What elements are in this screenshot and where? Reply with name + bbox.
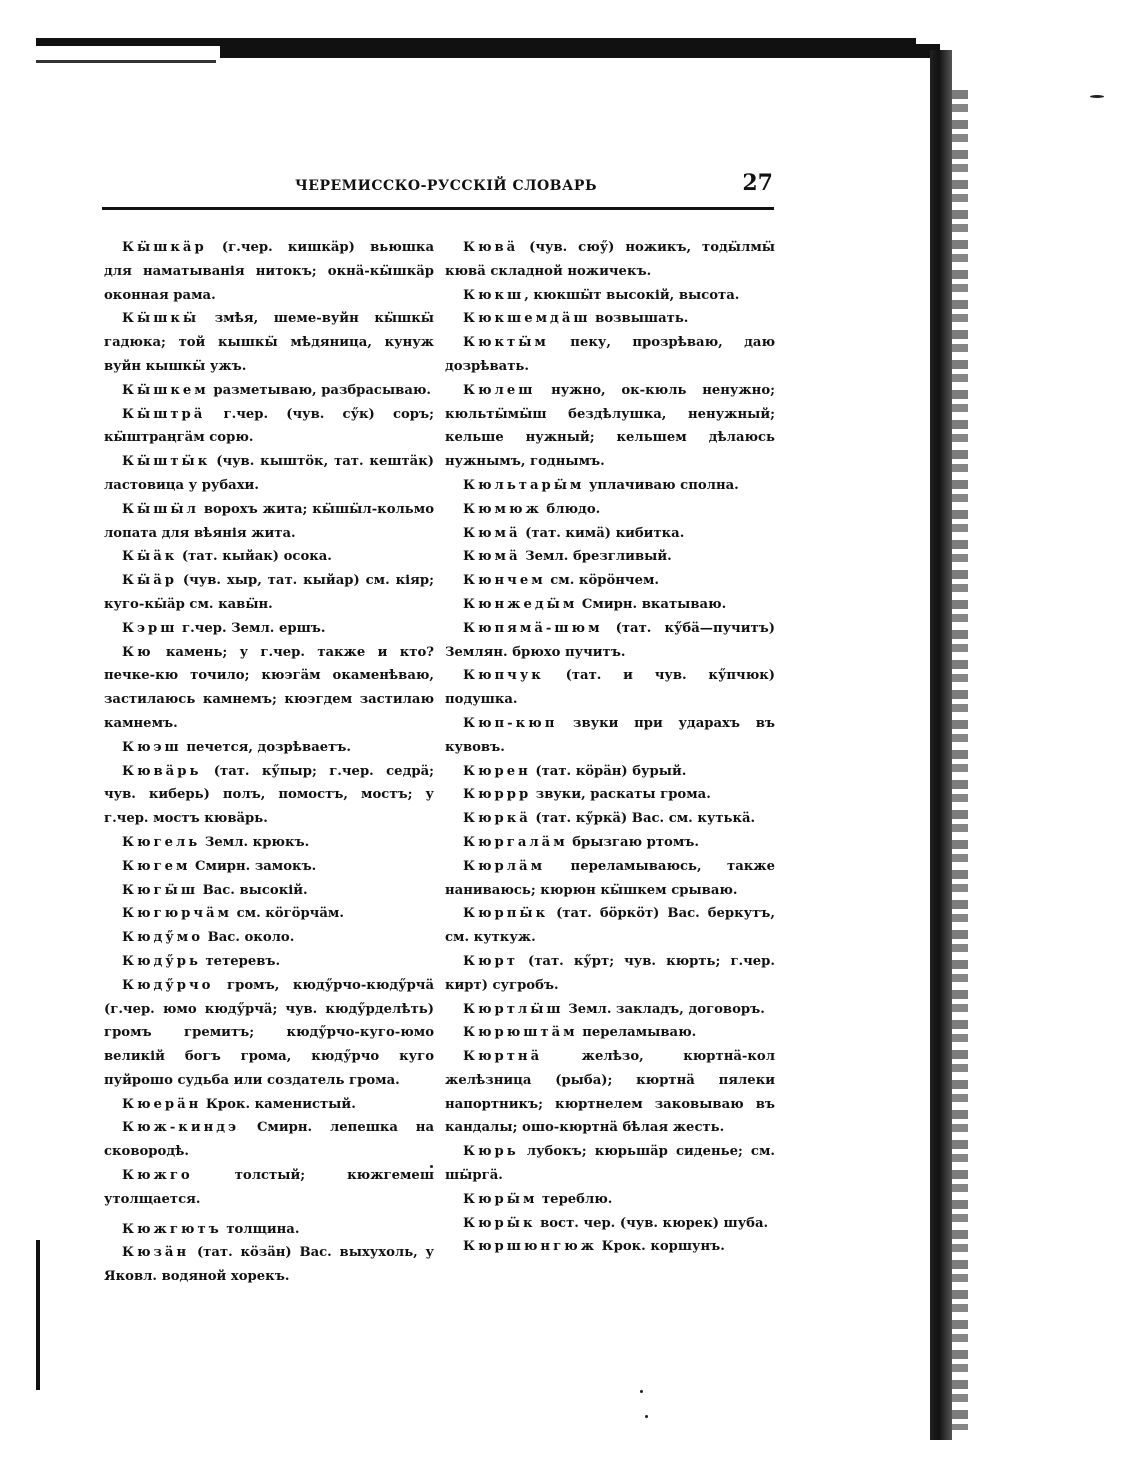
scan-top-fragment [36,60,216,63]
headword: Кюктӹм [463,335,549,351]
headword: Кювӓрь [122,763,202,779]
dictionary-entry [445,569,775,593]
headword: Кюзӓн [122,1245,190,1261]
dictionary-entry [104,236,434,307]
dictionary-entry [445,783,775,807]
headword: Кюжгютъ [122,1221,222,1237]
headword: Кюжго [122,1168,193,1184]
headword: Кюдӳрчо [122,977,214,993]
definition: Земл. закладъ, договоръ. [563,1001,765,1017]
dictionary-entry [104,641,434,736]
definition: г.чер. (чув. сӳк) соръ; кӹштраңгӓм сорю. [104,406,434,446]
headword: Кю [122,644,154,660]
dictionary-entry [445,760,775,784]
dictionary-entry [445,236,775,284]
headword: Кӹштӹк [122,454,211,470]
definition: лубокъ; кюрьшӓр сиденье; см. шӹргӓ. [445,1144,775,1184]
headword: Кюррр [463,787,532,803]
scan-right-edge [930,50,952,1440]
scan-left-mark [36,1240,40,1390]
definition: (тат. и чув. кӳпчюк) подушка. [445,668,775,708]
definition: переламываю. [577,1025,697,1041]
definition: уплачиваю сполна. [584,477,739,493]
scan-speck [640,1390,643,1393]
headword: Кюрлӓм [463,858,546,874]
headword: Кӹшкӓр [122,240,207,255]
definition: (тат. кӧрӓн) бурый. [530,763,687,779]
dictionary-entry [104,1164,434,1212]
definition: ворохъ жита; кӹшӹл-кольмо лопата для вѣянія жита. [104,501,434,541]
definition: Смирн. лепешка на сковородѣ. [104,1120,434,1160]
dictionary-entry [445,998,775,1022]
dictionary-entry [445,617,775,665]
dictionary-entry [104,450,434,498]
dictionary-entry [445,331,775,379]
definition: звуки, раскаты грома. [531,787,711,803]
headword: Кюрюштӓм [463,1025,578,1041]
page-number: 27 [742,170,773,196]
headword: Кюрен [463,763,531,779]
dictionary-entry [104,1241,434,1289]
right-column [445,236,775,1259]
definition: змѣя, шеме-вуйн кӹшкӹ гадюка; той кышкӹ мѣдяница, кунуж вуйн кышкӹ ужъ. [104,311,434,374]
headword: Кюж-киндэ [122,1120,240,1136]
headword: Кюртлӹш [463,1001,564,1017]
dictionary-entry [445,498,775,522]
definition: Земл. крюкъ. [200,834,310,850]
dictionary-entry [445,1188,775,1212]
dictionary-entry [104,617,434,641]
dictionary-entry [104,879,434,903]
dictionary-entry [445,1045,775,1140]
scan-speck [645,1415,648,1418]
headword: Кюрӹм [463,1191,538,1207]
dictionary-entry [104,569,434,617]
definition: , кюкшӹт высокій, высота. [524,287,740,303]
dictionary-entry [445,545,775,569]
dictionary-entry [445,593,775,617]
definition: толстый; кюжгемеш утолщается. [104,1168,434,1207]
headword: Кюрь [463,1144,519,1160]
dictionary-entry [445,1140,775,1188]
dictionary-entry [445,379,775,474]
headword: Кюрӹк [463,1215,536,1231]
definition: Смирн. замокъ. [190,858,317,874]
headword: Кюнчем [463,573,546,589]
definition: вост. чер. (чув. кюрек) шуба. [535,1215,769,1231]
dictionary-entry [445,307,775,331]
definition: (чув. сюӳ) ножикъ, тодӹлмӹ кювӓ складной ножичекъ. [445,240,775,279]
headword: Кӹӓр [122,573,177,589]
dictionary-entry [104,379,434,403]
scan-speck [1090,95,1104,98]
left-column [104,236,434,1289]
dictionary-entry [104,307,434,378]
header-rule [102,207,774,210]
dictionary-entry [104,1093,434,1117]
definition: Смирн. вкатываю. [577,596,727,612]
definition: (г.чер. кишкӓр) вьюшка для наматыванія нитокъ; окнӓ-кӹшкӓр оконная рама. [104,240,434,303]
definition: нужно, ок-кюль ненужно; кюльтӹмӹш бездѣлушка, ненужный; кельше нужный; кельшем дѣлаюсь нужнымъ, годнымъ. [445,382,775,470]
definition: Крок. каменистый. [201,1096,356,1112]
definition: тереблю. [537,1191,613,1207]
definition: звуки при ударахъ въ кувовъ. [445,715,775,755]
headword: Кюпчук [463,668,544,684]
definition: громъ, кюдӳрчо-кюдӳрчӓ (г.чер. юмо кюдӳрчӓ; чув. кюдӳрделѣть) громъ гремитъ; кюдӳрчо-куго-юмо великій богъ грома, кюдӳрчо куго пуйрошо судьба или создатель грома. [104,977,434,1088]
headword: Кӹштрӓ [122,406,206,422]
headword: Кюпямӓ-шюм [463,620,603,636]
dictionary-entry [104,545,434,569]
dictionary-entry [104,974,434,1093]
definition: тетеревъ. [200,953,281,969]
headword: Кюнжедӹм [463,596,578,612]
dictionary-entry [445,1212,775,1236]
definition: см. кӧгӧрчӓм. [232,906,344,922]
definition: разметываю, разбрасываю. [208,382,432,398]
headword: Кюкш [463,287,525,303]
headword: Кэрш [122,620,178,636]
dictionary-entry [445,831,775,855]
headword: Кюрт [463,953,518,969]
headword: Кюрпӹк [463,906,549,922]
definition: Земл. брезгливый. [520,549,672,565]
dictionary-entry [104,1218,434,1242]
definition: Вас. около. [203,930,295,946]
dictionary-entry [445,902,775,950]
headword: Кюмӓ [463,525,521,541]
headword: Кӹшкӹ [122,311,200,327]
dictionary-entry [445,855,775,903]
headword: Кюерӓн [122,1096,202,1112]
headword: Кӹшкем [122,382,209,398]
headword: Кюльтарӹм [463,477,585,493]
dictionary-entry [104,855,434,879]
definition: Крок. коршунъ. [597,1239,725,1255]
headword: Кювӓ [463,240,519,255]
definition: возвышать. [590,311,689,327]
headword: Кӹшӹл [122,501,199,517]
headword: Кюргалӓм [463,834,568,850]
headword: Кюртнӓ [463,1049,543,1065]
definition: (тат. кӳпыр; г.чер. седрӓ; чув. киберь) полъ, помостъ, мостъ; у г.чер. мостъ кювӓрь. [104,763,434,827]
definition: печется, дозрѣваетъ. [181,739,352,755]
definition: переламываюсь, также наниваюсь; кюрюн кӹшкем срываю. [445,858,775,898]
dictionary-entry [445,807,775,831]
headword: Кюршюнгюж [463,1239,598,1255]
dictionary-entry [445,522,775,546]
page-header [100,170,775,208]
dictionary-entry [445,664,775,712]
definition: (тат. кӳркӓ) Вас. см. кутькӓ. [530,811,756,827]
headword: Кюкшемдӓш [463,311,591,327]
definition: г.чер. Земл. ершъ. [177,620,326,636]
dictionary-entry [104,926,434,950]
dictionary-entry [445,474,775,498]
definition: (тат. кимӓ) кибитка. [520,525,685,541]
headword: Кюп-кюп [463,715,558,731]
definition: (тат. бӧркӧт) Вас. беркутъ, см. куткуж. [445,906,775,946]
definition: (тат. кӳбӓ—пучитъ) Землян. брюхо пучитъ. [445,620,775,660]
headword: Кюэш [122,739,182,755]
dictionary-entry [445,1235,775,1259]
dictionary-entry [104,760,434,831]
headword: Кюлеш [463,382,536,398]
headword: Кюгюрчӓм [122,906,232,922]
dictionary-entry [104,902,434,926]
definition: (тат. кыйак) осока. [177,549,332,565]
dictionary-entry [445,712,775,760]
scan-top-bar [220,44,940,58]
definition: (чув. кыштӧк, тат. кештӓк) ластовица у рубахи. [104,454,434,493]
definition: блюдо. [541,501,601,517]
definition: (чув. хыр, тат. кыйар) см. кіяр; куго-кӹӓр см. кавӹн. [104,573,434,612]
definition: брызгаю ртомъ. [567,834,700,850]
headword: Кюдӳрь [122,953,201,969]
page-title: ЧЕРЕМИССКО-РУССКІЙ СЛОВАРЬ [295,178,597,194]
dictionary-entry [104,736,434,760]
definition: камень; у г.чер. также и кто? печке-кю точило; кюэгӓм окаменѣваю, застилаюсь камнемъ; кюэгдем застилаю камнемъ. [104,644,434,731]
definition: желѣзо, кюртнӓ-кол желѣзница (рыба); кюртнӓ пялеки напортникъ; кюртнелем заковываю въ кандалы; ошо-кюртнӓ бѣлая жесть. [445,1049,775,1136]
headword: Кӹӓк [122,549,178,565]
headword: Кюмюж [463,501,542,517]
headword: Кюгель [122,834,201,850]
headword: Кюркӓ [463,811,531,827]
dictionary-entry [104,403,434,451]
dictionary-entry [104,831,434,855]
definition: см. кӧрӧнчем. [545,573,660,589]
dictionary-entry [445,1021,775,1045]
definition: Вас. высокій. [198,882,308,898]
definition: толщина. [221,1221,300,1237]
headword: Кюмӓ [463,549,521,565]
scan-right-edge-noise [952,90,968,1430]
definition: (тат. кӧзӓн) Вас. выхухоль, у Яковл. водяной хорекъ. [104,1245,434,1285]
definition: пеку, прозрѣваю, даю дозрѣвать. [445,335,775,374]
headword: Кюгем [122,858,191,874]
dictionary-entry [104,498,434,546]
definition: (тат. кӳрт; чув. кюрть; г.чер. кирт) сугробъ. [445,953,775,993]
headword: Кюдӳмо [122,930,204,946]
dictionary-entry [104,1116,434,1164]
dictionary-entry [104,950,434,974]
dictionary-entry [445,950,775,998]
headword: Кюгӹш [122,882,198,898]
dictionary-entry [445,284,775,308]
